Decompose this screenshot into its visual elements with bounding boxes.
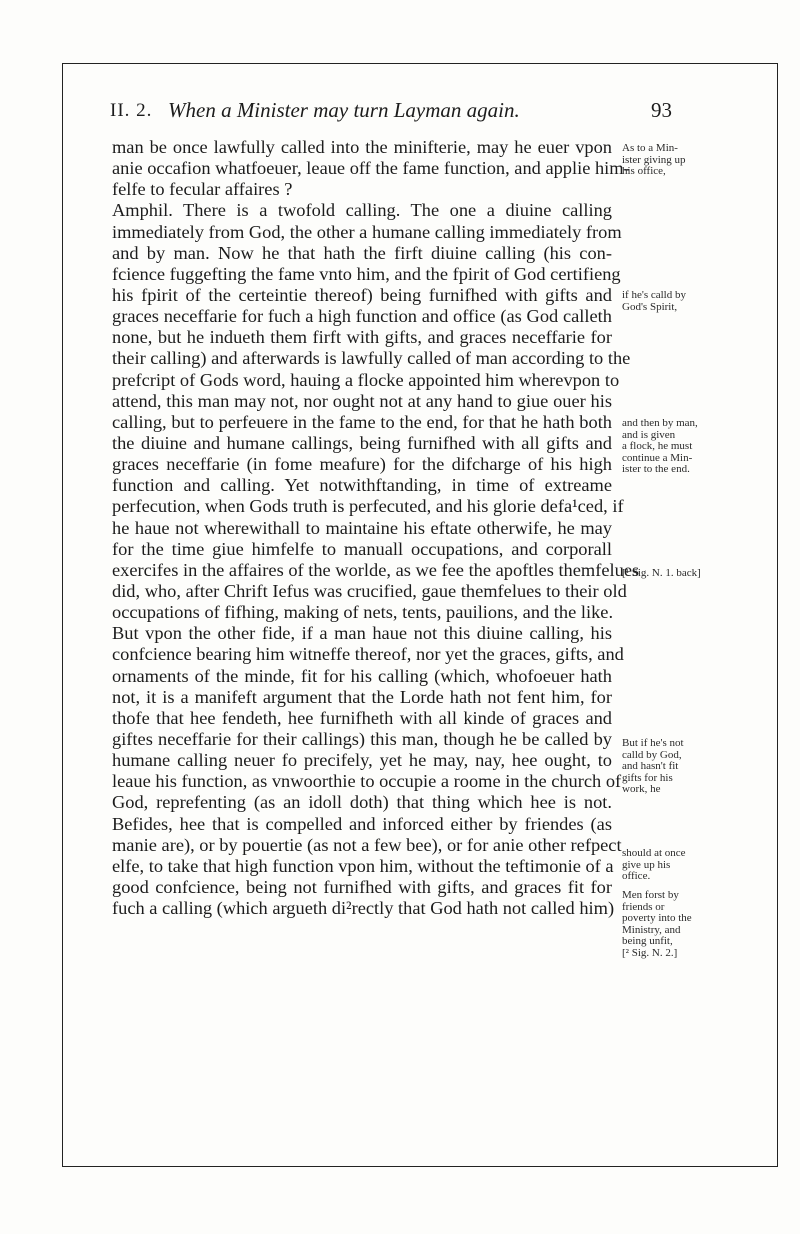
- text-line: he haue not wherewithall to maintaine his eftate otherwife, he may: [112, 517, 612, 538]
- side-note-line: God's Spirit,: [622, 300, 678, 313]
- running-title: When a Minister may turn Layman again.: [168, 98, 520, 122]
- side-note-line: ister giving up: [622, 153, 686, 166]
- text-line: graces neceffarie for fuch a high function and office (as God calleth: [112, 306, 612, 327]
- text-line: fcience fuggefting the fame vnto him, and the fpirit of God certifieng: [112, 263, 621, 284]
- side-note-line: Men forst by: [622, 889, 679, 901]
- text-line: occupations of fifhing, making of nets, tents, pauilions, and the like.: [112, 602, 614, 623]
- side-note-line: But if he's not: [622, 737, 684, 749]
- side-note-line: being unfit,: [622, 935, 673, 947]
- side-note-line: work, he: [622, 783, 661, 795]
- side-note-line: continue a Min-: [622, 451, 693, 464]
- text-line: immediately from God, the other a humane calling immediately from: [112, 221, 622, 242]
- text-line: the diuine and humane callings, being furnifhed with all gifts and: [112, 432, 612, 453]
- text-line: man be once lawfully called into the minifterie, may he euer vpon: [112, 137, 612, 157]
- text-line: Amphil. There is a twofold calling. The one a diuine calling: [112, 200, 612, 221]
- text-line: God, reprefenting (as an idoll doth) that thing which hee is not.: [112, 792, 612, 813]
- text-line: elfe, to take that high function vpon him, without the teftimonie of a: [112, 855, 614, 876]
- side-note-line: should at once: [622, 847, 686, 859]
- side-note: [622, 568, 772, 580]
- text-line: graces neceffarie (in fome meafure) for the difcharge of his high: [112, 454, 612, 475]
- side-note-line: [² Sig. N. 2.]: [622, 947, 678, 959]
- text-line: for the time giue himfelfe to manuall occupations, and corporall: [112, 538, 612, 559]
- text-line: felfe to fecular affaires ?: [112, 179, 293, 200]
- section-number: II. 2.: [110, 100, 153, 121]
- text-line: function and calling. Yet notwithftanding, in time of extreame: [112, 475, 612, 496]
- page-number: 93: [651, 98, 672, 122]
- side-note-line: poverty into the: [622, 912, 692, 924]
- text-line: their calling) and afterwards is lawfully called of man according to the: [112, 348, 631, 369]
- text-line: his fpirit of the certeintie thereof) being furnifhed with gifts and: [112, 284, 612, 305]
- text-line: manie are), or by pouertie (as not a few bee), or for anie other refpect: [112, 834, 622, 855]
- text-line: thofe that hee fendeth, hee furnifheth with all kinde of graces and: [112, 707, 612, 728]
- side-note-line: friends or: [622, 900, 665, 913]
- side-note: [622, 738, 772, 796]
- text-line: good confcience, being not furnifhed with gifts, and graces fit for: [112, 876, 612, 897]
- side-note-line: and hasn't fit: [622, 760, 679, 772]
- side-note-line: and is given: [622, 428, 676, 441]
- side-note-line: Ministry, and: [622, 923, 681, 936]
- text-line: perfecution, when Gods truth is perfecuted, and his glorie defa¹ced, if: [112, 496, 624, 517]
- side-note-line: if he's calld by: [622, 289, 686, 301]
- text-line: leaue his function, as vnwoorthie to occupie a roome in the church of: [112, 771, 622, 792]
- text-line: did, who, after Chrift Iefus was crucified, gaue themfelues to their old: [112, 580, 627, 601]
- body-text: [112, 137, 640, 919]
- side-note-line: As to a Min-: [622, 142, 678, 154]
- text-line: But vpon the other fide, if a man haue not this diuine calling, his: [112, 623, 612, 644]
- side-note: [622, 418, 772, 476]
- side-note-line: [¹ Sig. N. 1. back]: [622, 567, 701, 579]
- text-line: and by man. Now he that hath the firft diuine calling (his con-: [112, 242, 612, 263]
- text-line: calling, but to perfeuere in the fame to the end, for that he hath both: [112, 411, 612, 432]
- text-line: fuch a calling (which argueth di²rectly that God hath not called him): [112, 898, 615, 919]
- side-note-line: gifts for his: [622, 771, 673, 784]
- text-line: exercifes in the affaires of the worlde, as we fee the apoftles themfelues: [112, 559, 640, 580]
- side-note: [622, 143, 772, 178]
- side-note-line: give up his: [622, 858, 671, 871]
- text-line: giftes neceffarie for their callings) this man, though he be called by: [112, 728, 612, 749]
- text-line: confcience bearing him witneffe thereof, nor yet the graces, gifts, and: [112, 644, 624, 665]
- text-line: ornaments of the minde, fit for his calling (which, whofoeuer hath: [112, 665, 612, 686]
- side-note: [622, 948, 772, 960]
- side-note-line: his office,: [622, 165, 666, 177]
- side-note-line: ister to the end.: [622, 463, 690, 475]
- text-line: humane calling neuer fo precifely, yet he may, nay, hee ought, to: [112, 750, 612, 771]
- side-note-line: and then by man,: [622, 417, 698, 429]
- side-note: [622, 848, 772, 883]
- side-note-line: calld by God,: [622, 748, 682, 761]
- text-line: prefcript of Gods word, hauing a flocke appointed him wherevpon to: [112, 369, 620, 390]
- text-line: none, but he indueth them firft with gifts, and graces neceffarie for: [112, 327, 612, 348]
- text-line: not, it is a manifeft argument that the Lorde hath not fent him, for: [112, 686, 612, 707]
- side-note-line: a flock, he must: [622, 440, 693, 452]
- text-line: anie occafion whatfoeuer, leaue off the fame function, and applie him-: [112, 158, 630, 179]
- text-line: attend, this man may not, nor ought not at any hand to giue ouer his: [112, 390, 612, 411]
- side-note: [622, 890, 772, 948]
- text-line: Befides, hee that is compelled and inforced either by friendes (as: [112, 813, 612, 834]
- side-note-line: office.: [622, 870, 651, 882]
- running-header: [110, 96, 670, 130]
- side-note: [622, 290, 772, 313]
